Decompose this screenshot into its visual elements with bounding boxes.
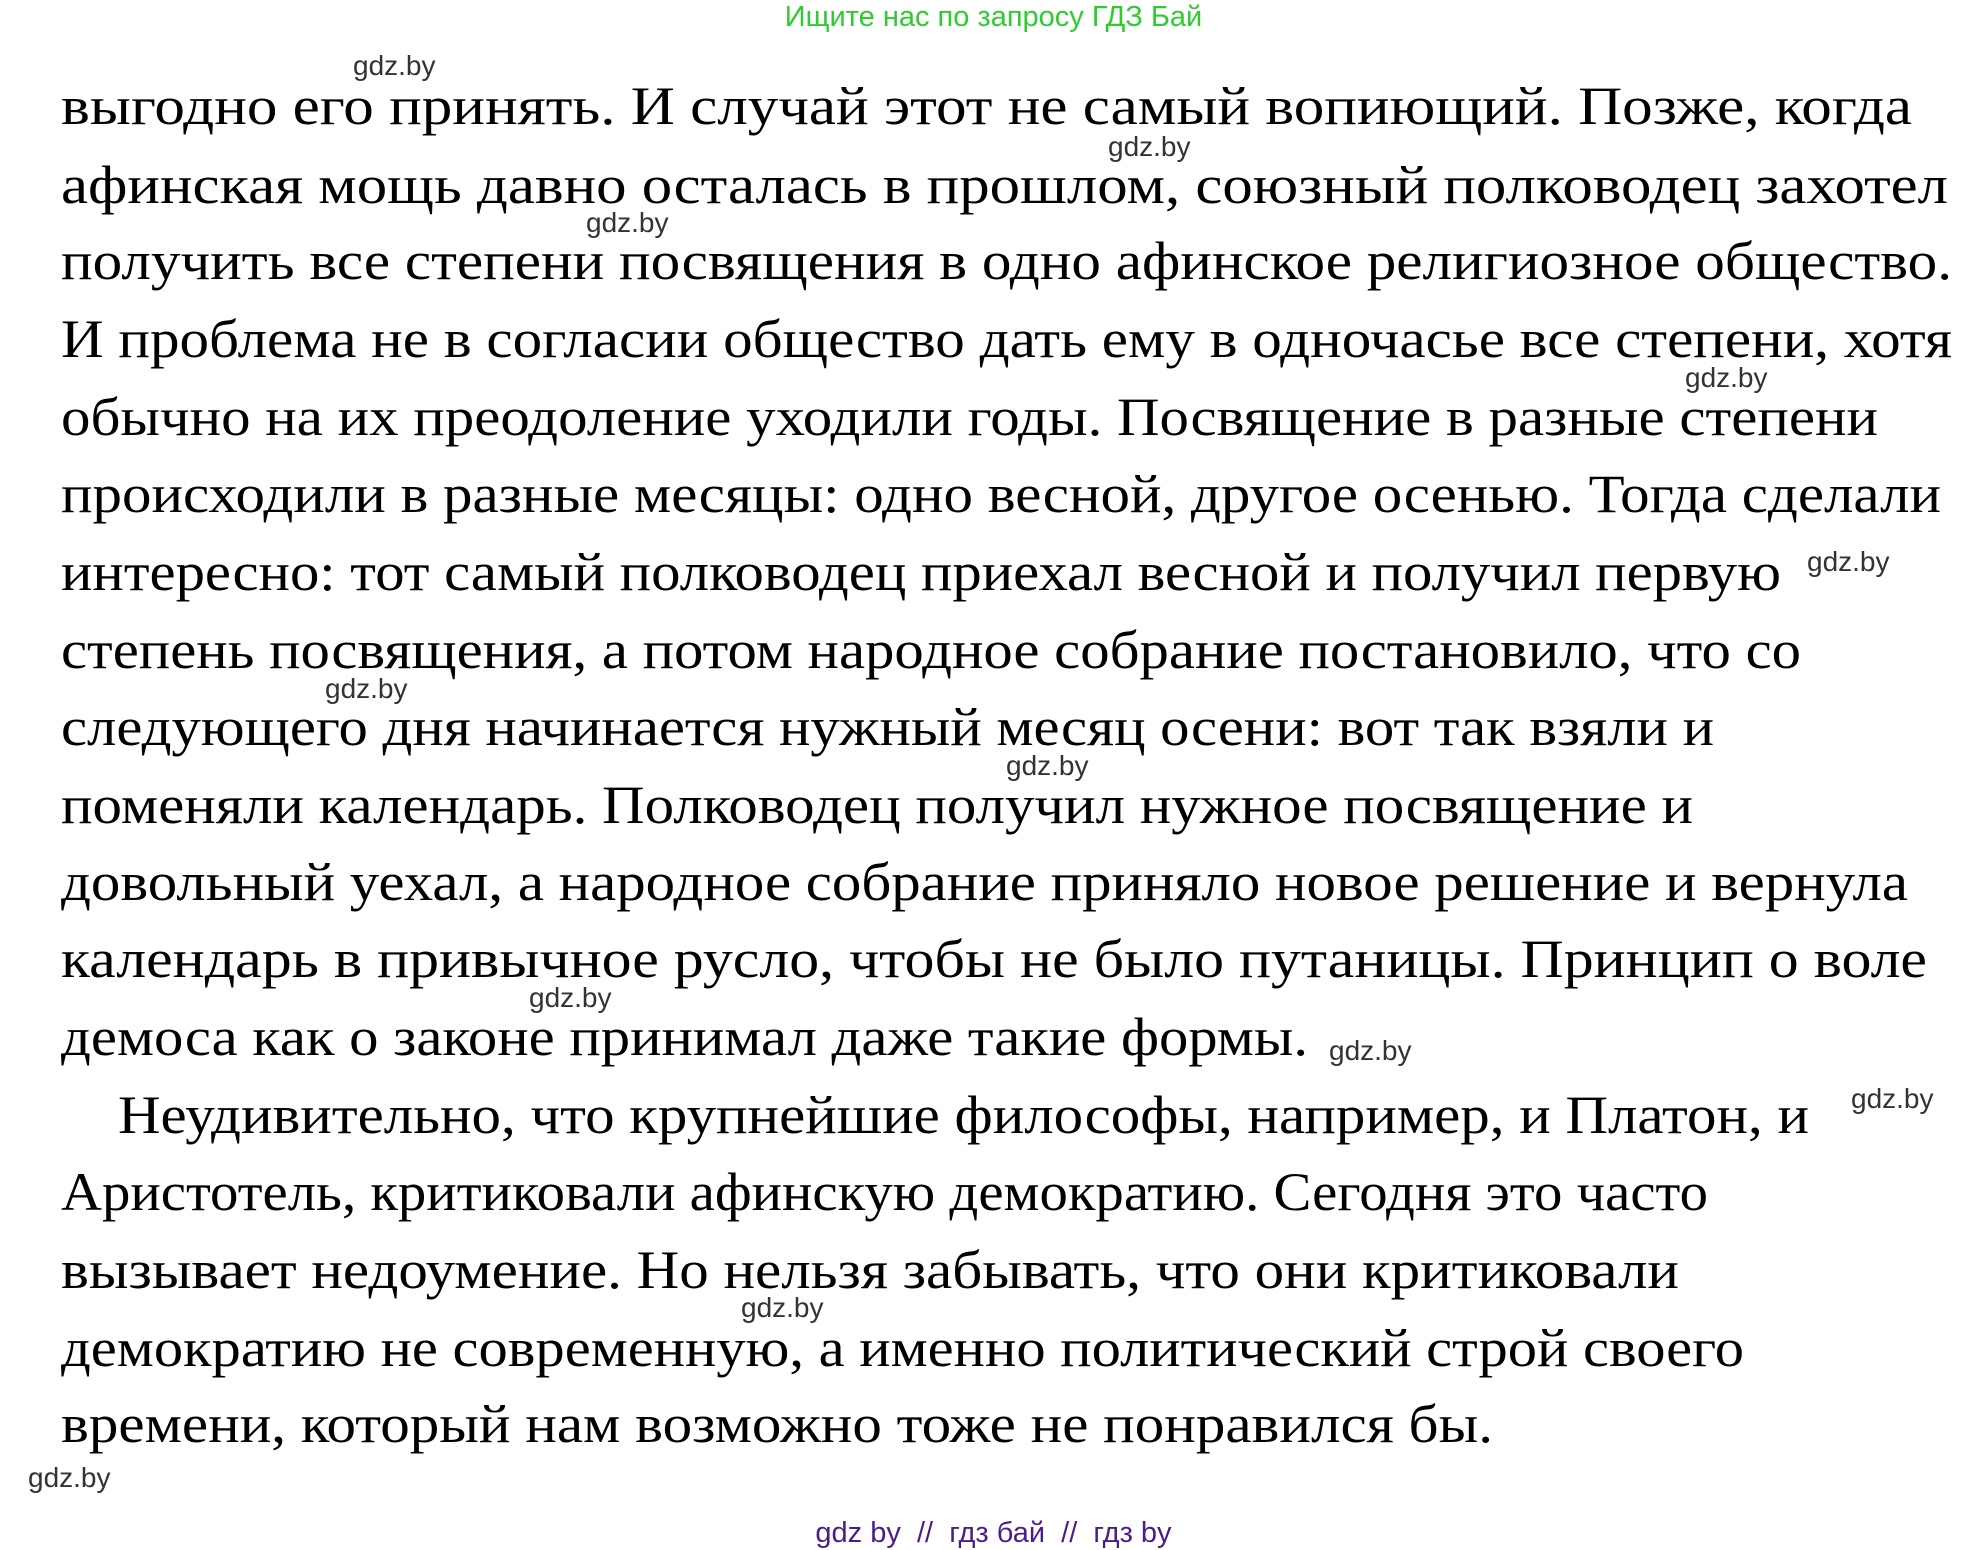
text-line: вызывает недоумение. Но нельзя забывать, что они критиковали: [61, 1240, 1679, 1300]
watermark: gdz.by: [325, 673, 408, 704]
footer-links: gdz by // гдз бай // гдз by: [815, 1517, 1172, 1549]
watermark: gdz.by: [1807, 546, 1890, 577]
text-line: интересно: тот самый полководец приехал весной и получил первую: [61, 542, 1781, 602]
text-line: афинская мощь давно осталась в прошлом, союзный полководец захотел: [61, 155, 1948, 215]
watermark: gdz.by: [586, 207, 669, 238]
text-line: календарь в привычное русло, чтобы не было путаницы. Принцип о воле: [61, 929, 1927, 989]
text-line: поменяли календарь. Полководец получил нужное посвящение и: [61, 775, 1693, 835]
text-line: происходили в разные месяцы: одно весной, другое осенью. Тогда сделали: [61, 464, 1941, 524]
watermark: gdz.by: [28, 1462, 111, 1493]
text-line: обычно на их преодоление уходили годы. Посвящение в разные степени: [61, 387, 1878, 447]
watermark: gdz.by: [1006, 750, 1089, 781]
text-line: демократию не современную, а именно политический строй своего: [61, 1318, 1744, 1378]
text-line: получить все степени посвящения в одно афинское религиозное общество.: [61, 231, 1953, 291]
text-line: степень посвящения, а потом народное собрание постановило, что со: [61, 620, 1801, 680]
watermark: gdz.by: [1685, 362, 1768, 393]
text-line: следующего дня начинается нужный месяц осени: вот так взяли и: [61, 697, 1714, 757]
text-line: довольный уехал, а народное собрание приняло новое решение и вернула: [61, 852, 1909, 912]
watermark: gdz.by: [353, 50, 436, 81]
watermark: gdz.by: [1329, 1035, 1412, 1066]
text-line: выгодно его принять. И случай этот не самый вопиющий. Позже, когда: [61, 76, 1912, 136]
text-line: И проблема не в согласии общество дать ему в одночасье все степени, хотя: [61, 309, 1952, 369]
text-line: времени, который нам возможно тоже не понравился бы.: [61, 1394, 1493, 1454]
text-line: Аристотель, критиковали афинскую демократию. Сегодня это часто: [61, 1162, 1708, 1222]
watermark: gdz.by: [529, 982, 612, 1013]
text-line: демоса как о законе принимал даже такие формы.: [61, 1007, 1309, 1067]
watermark: gdz.by: [741, 1292, 824, 1323]
search-hint-banner: Ищите нас по запросу ГДЗ Бай: [784, 1, 1203, 33]
watermark: gdz.by: [1851, 1083, 1934, 1114]
text-line: Неудивительно, что крупнейшие философы, например, и Платон, и: [118, 1085, 1809, 1145]
watermark: gdz.by: [1108, 131, 1191, 162]
